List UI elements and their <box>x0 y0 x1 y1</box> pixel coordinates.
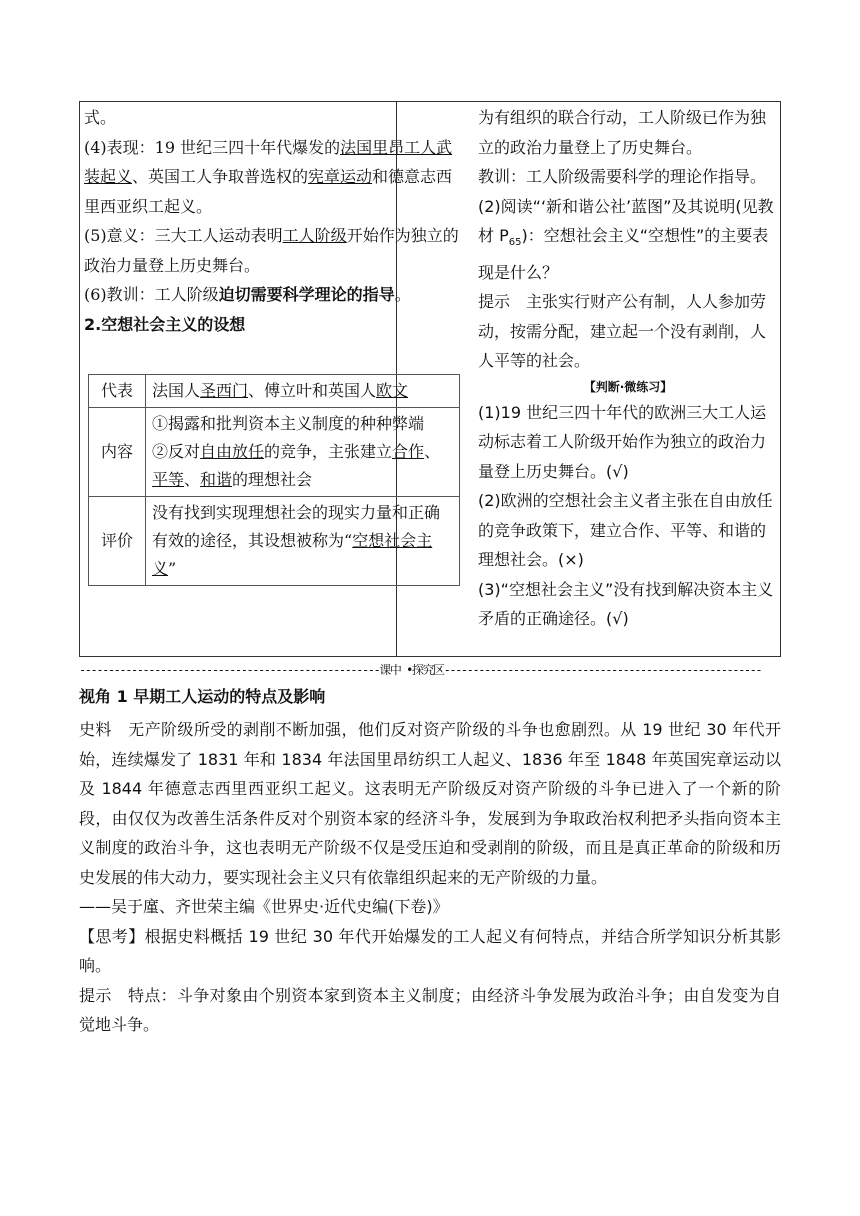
left-line-1: 式。 <box>84 108 117 127</box>
practice-title: 【判断·微练习】 <box>583 379 673 394</box>
table-cell: 法国人圣西门、傅立叶和英国人欧文 <box>146 375 460 408</box>
left-column <box>84 103 468 339</box>
table-row <box>89 408 460 497</box>
right-hint: 提示 主张实行财产公有制，人人参加劳动，按需分配，建立起一个没有剥削，人人平等的社会。 <box>478 292 767 371</box>
emphasis-text: 迫切需要科学理论的指导 <box>218 285 395 304</box>
source-citation: ——吴于廑、齐世荣主编《世界史·近代史编(下卷)》 <box>79 897 449 916</box>
right-para-1: 为有组织的联合行动，工人阶级已作为独立的政治力量登上了历史舞台。 <box>478 108 767 157</box>
table-row <box>89 497 460 586</box>
underlined-term: 工人阶级 <box>282 226 347 245</box>
table-cell: 没有找到实现理想社会的现实力量和正确有效的途径，其设想被称为“空想社会主义” <box>146 497 460 586</box>
underlined-term: 自由放任 <box>200 442 265 461</box>
left-lesson: (6)教训：工人阶级迫切需要科学理论的指导。 <box>84 285 411 304</box>
practice-question-3: (3)“空想社会主义”没有找到解决资本主义矛盾的正确途径。(√) <box>478 579 774 629</box>
utopian-table <box>88 374 460 586</box>
underlined-term: 空想社会主义 <box>152 531 433 578</box>
left-performance: (4)表现：19 世纪三四十年代爆发的法国里昂工人武装起义、英国工人争取普选权的宪章运动和德意志西里西亚织工起义。 <box>84 137 453 216</box>
table-row-header: 评价 <box>89 497 146 586</box>
underlined-term: 和谐 <box>200 470 233 489</box>
section-separator: ----------------------------------------------------课中 •探究区------------------------------------------------------- <box>79 663 762 677</box>
underlined-term: 平等 <box>152 470 185 489</box>
right-column <box>478 103 778 634</box>
right-para-lesson: 教训：工人阶级需要科学的理论作指导。 <box>478 167 767 186</box>
underlined-term: 宪章运动 <box>308 167 373 186</box>
think-question: 【思考】根据史料概括 19 世纪 30 年代开始爆发的工人起义有何特点，并结合所学知识分析其影响。 <box>79 926 781 975</box>
section-body <box>79 715 781 1040</box>
left-significance: (5)意义：三大工人运动表明工人阶级开始作为独立的政治力量登上历史舞台。 <box>84 226 459 275</box>
table-row-header: 代表 <box>89 375 146 408</box>
underlined-term: 圣西门 <box>200 381 249 400</box>
subheading-utopian: 2.空想社会主义的设想 <box>84 314 246 334</box>
underlined-term: 合作 <box>392 442 425 461</box>
practice-question-2: (2)欧洲的空想社会主义者主张在自由放任的竞争政策下，建立合作、平等、和谐的理想社会。(×) <box>478 491 773 570</box>
practice-question-1: (1)19 世纪三四十年代的欧洲三大工人运动标志着工人阶级开始作为独立的政治力量登上历史舞台。(√) <box>478 402 767 481</box>
table-row-header: 内容 <box>89 408 146 497</box>
underlined-term: 欧文 <box>376 381 409 400</box>
table-row <box>89 375 460 408</box>
table-cell: ①揭露和批判资本主义制度的种种弊端 ②反对自由放任的竞争，主张建立合作、平等、和谐的理想社会 <box>146 408 460 497</box>
section-title: 视角 1 早期工人运动的特点及影响 <box>79 687 326 706</box>
think-hint: 提示 特点：斗争对象由个别资本家到资本主义制度；由经济斗争发展为政治斗争；由自发变为自觉地斗争。 <box>79 985 781 1034</box>
underlined-term: 法国里昂工人武装起义 <box>84 137 453 186</box>
right-question-2: (2)阅读“‘新和谐公社’蓝图”及其说明(见教材 $P_{65}$)：空想社会主义“空想性”的主要表现是什么？ <box>478 196 774 282</box>
historical-source: 史料 无产阶级所受的剥削不断加强，他们反对资产阶级的斗争也愈剧烈。从 19 世纪 30 年代开始，连续爆发了 1831 年和 1834 年法国里昂纺织工人起义、1836 年至 1848 年英国宪章运动以及 1844 年德意志西里西亚织工起义。这表明无产阶级反对资产阶级的斗争已进入了一个新的阶段，由仅仅为改善生活条件反对个别资本家的经济斗争，发展到为争取政治权利把矛头指向资本主义制度的政治斗争，这也表明无产阶级不仅是受压迫和受剥削的阶级，而且是真正革命的阶级和历史发展的伟大动力，要实现社会主义只有依靠组织起来的无产阶级的力量。 <box>79 720 781 887</box>
